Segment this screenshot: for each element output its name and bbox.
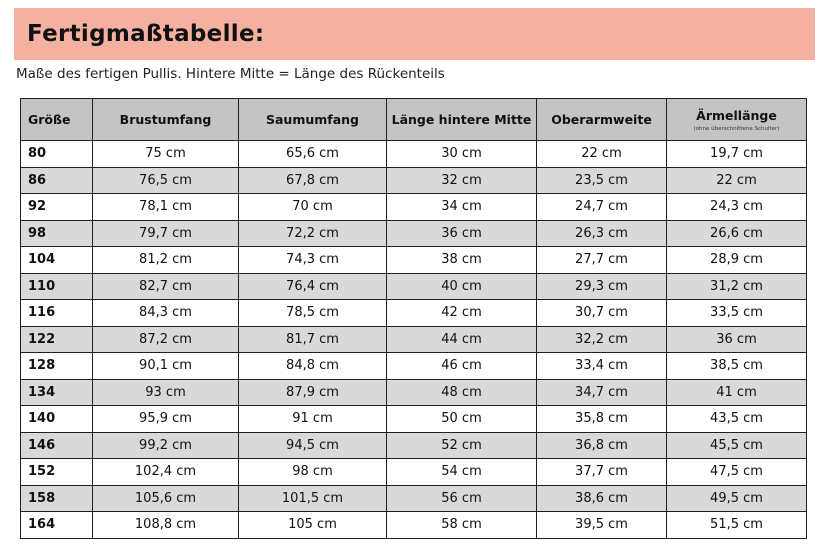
title-bar (14, 8, 815, 60)
sleeve-length-cell: 26,6 cm (667, 220, 807, 247)
hem-cell: 84,8 cm (239, 353, 387, 380)
table-header-row (21, 99, 807, 141)
chest-cell: 90,1 cm (93, 353, 239, 380)
size-cell: 164 (21, 512, 93, 539)
hem-cell: 65,6 cm (239, 141, 387, 168)
back-length-cell: 48 cm (387, 379, 537, 406)
upper-arm-cell: 35,8 cm (537, 406, 667, 433)
chest-cell: 95,9 cm (93, 406, 239, 433)
chest-cell: 105,6 cm (93, 485, 239, 512)
hem-cell: 101,5 cm (239, 485, 387, 512)
upper-arm-cell: 33,4 cm (537, 353, 667, 380)
back-length-cell: 42 cm (387, 300, 537, 327)
upper-arm-cell: 34,7 cm (537, 379, 667, 406)
chest-cell: 99,2 cm (93, 432, 239, 459)
header-chest: Brustumfang (93, 99, 239, 141)
sleeve-length-cell: 51,5 cm (667, 512, 807, 539)
sleeve-length-cell: 33,5 cm (667, 300, 807, 327)
table-row (21, 432, 807, 459)
chest-cell: 87,2 cm (93, 326, 239, 353)
table-row (21, 406, 807, 433)
size-cell: 116 (21, 300, 93, 327)
size-cell: 122 (21, 326, 93, 353)
hem-cell: 70 cm (239, 194, 387, 221)
size-cell: 80 (21, 141, 93, 168)
hem-cell: 94,5 cm (239, 432, 387, 459)
sleeve-length-cell: 47,5 cm (667, 459, 807, 486)
size-cell: 158 (21, 485, 93, 512)
chest-cell: 75 cm (93, 141, 239, 168)
header-size: Größe (21, 99, 93, 141)
upper-arm-cell: 29,3 cm (537, 273, 667, 300)
chest-cell: 108,8 cm (93, 512, 239, 539)
size-table (20, 98, 807, 539)
table-row (21, 512, 807, 539)
hem-cell: 81,7 cm (239, 326, 387, 353)
hem-cell: 105 cm (239, 512, 387, 539)
sleeve-length-cell: 19,7 cm (667, 141, 807, 168)
back-length-cell: 44 cm (387, 326, 537, 353)
upper-arm-cell: 32,2 cm (537, 326, 667, 353)
table-row (21, 353, 807, 380)
size-cell: 104 (21, 247, 93, 274)
hem-cell: 98 cm (239, 459, 387, 486)
size-cell: 128 (21, 353, 93, 380)
size-cell: 152 (21, 459, 93, 486)
table-body (21, 141, 807, 539)
upper-arm-cell: 26,3 cm (537, 220, 667, 247)
back-length-cell: 54 cm (387, 459, 537, 486)
sleeve-length-cell: 22 cm (667, 167, 807, 194)
back-length-cell: 58 cm (387, 512, 537, 539)
sleeve-length-cell: 36 cm (667, 326, 807, 353)
back-length-cell: 50 cm (387, 406, 537, 433)
chest-cell: 79,7 cm (93, 220, 239, 247)
sleeve-length-cell: 45,5 cm (667, 432, 807, 459)
table-row (21, 273, 807, 300)
upper-arm-cell: 27,7 cm (537, 247, 667, 274)
page-subtitle: Maße des fertigen Pullis. Hintere Mitte = Länge des Rückenteils (16, 66, 445, 82)
upper-arm-cell: 22 cm (537, 141, 667, 168)
upper-arm-cell: 24,7 cm (537, 194, 667, 221)
sleeve-length-cell: 38,5 cm (667, 353, 807, 380)
chest-cell: 84,3 cm (93, 300, 239, 327)
chest-cell: 76,5 cm (93, 167, 239, 194)
hem-cell: 91 cm (239, 406, 387, 433)
size-cell: 92 (21, 194, 93, 221)
table-row (21, 379, 807, 406)
back-length-cell: 38 cm (387, 247, 537, 274)
page-title: Fertigmaßtabelle: (27, 21, 265, 47)
table-row (21, 459, 807, 486)
hem-cell: 67,8 cm (239, 167, 387, 194)
table-row (21, 326, 807, 353)
back-length-cell: 36 cm (387, 220, 537, 247)
hem-cell: 76,4 cm (239, 273, 387, 300)
size-cell: 140 (21, 406, 93, 433)
sleeve-length-cell: 28,9 cm (667, 247, 807, 274)
header-hem: Saumumfang (239, 99, 387, 141)
table-row (21, 220, 807, 247)
size-cell: 110 (21, 273, 93, 300)
hem-cell: 74,3 cm (239, 247, 387, 274)
hem-cell: 78,5 cm (239, 300, 387, 327)
upper-arm-cell: 23,5 cm (537, 167, 667, 194)
size-cell: 98 (21, 220, 93, 247)
back-length-cell: 56 cm (387, 485, 537, 512)
header-back-length: Länge hintere Mitte (387, 99, 537, 141)
back-length-cell: 30 cm (387, 141, 537, 168)
upper-arm-cell: 37,7 cm (537, 459, 667, 486)
back-length-cell: 46 cm (387, 353, 537, 380)
table-row (21, 194, 807, 221)
header-sleeve-note: (ohne überschnittene Schulter) (693, 125, 780, 132)
size-cell: 146 (21, 432, 93, 459)
back-length-cell: 34 cm (387, 194, 537, 221)
hem-cell: 72,2 cm (239, 220, 387, 247)
header-sleeve-length-label: Ärmellänge (696, 107, 777, 123)
sleeve-length-cell: 43,5 cm (667, 406, 807, 433)
upper-arm-cell: 36,8 cm (537, 432, 667, 459)
sleeve-length-cell: 24,3 cm (667, 194, 807, 221)
header-upper-arm: Oberarmweite (537, 99, 667, 141)
back-length-cell: 40 cm (387, 273, 537, 300)
chest-cell: 81,2 cm (93, 247, 239, 274)
sleeve-length-cell: 49,5 cm (667, 485, 807, 512)
table-row (21, 167, 807, 194)
table-row (21, 247, 807, 274)
upper-arm-cell: 38,6 cm (537, 485, 667, 512)
table-row (21, 300, 807, 327)
hem-cell: 87,9 cm (239, 379, 387, 406)
chest-cell: 102,4 cm (93, 459, 239, 486)
back-length-cell: 52 cm (387, 432, 537, 459)
back-length-cell: 32 cm (387, 167, 537, 194)
upper-arm-cell: 39,5 cm (537, 512, 667, 539)
chest-cell: 78,1 cm (93, 194, 239, 221)
header-sleeve-length (667, 99, 807, 141)
size-cell: 134 (21, 379, 93, 406)
chest-cell: 93 cm (93, 379, 239, 406)
size-cell: 86 (21, 167, 93, 194)
table-row (21, 485, 807, 512)
chest-cell: 82,7 cm (93, 273, 239, 300)
upper-arm-cell: 30,7 cm (537, 300, 667, 327)
table-row (21, 141, 807, 168)
sleeve-length-cell: 31,2 cm (667, 273, 807, 300)
sleeve-length-cell: 41 cm (667, 379, 807, 406)
